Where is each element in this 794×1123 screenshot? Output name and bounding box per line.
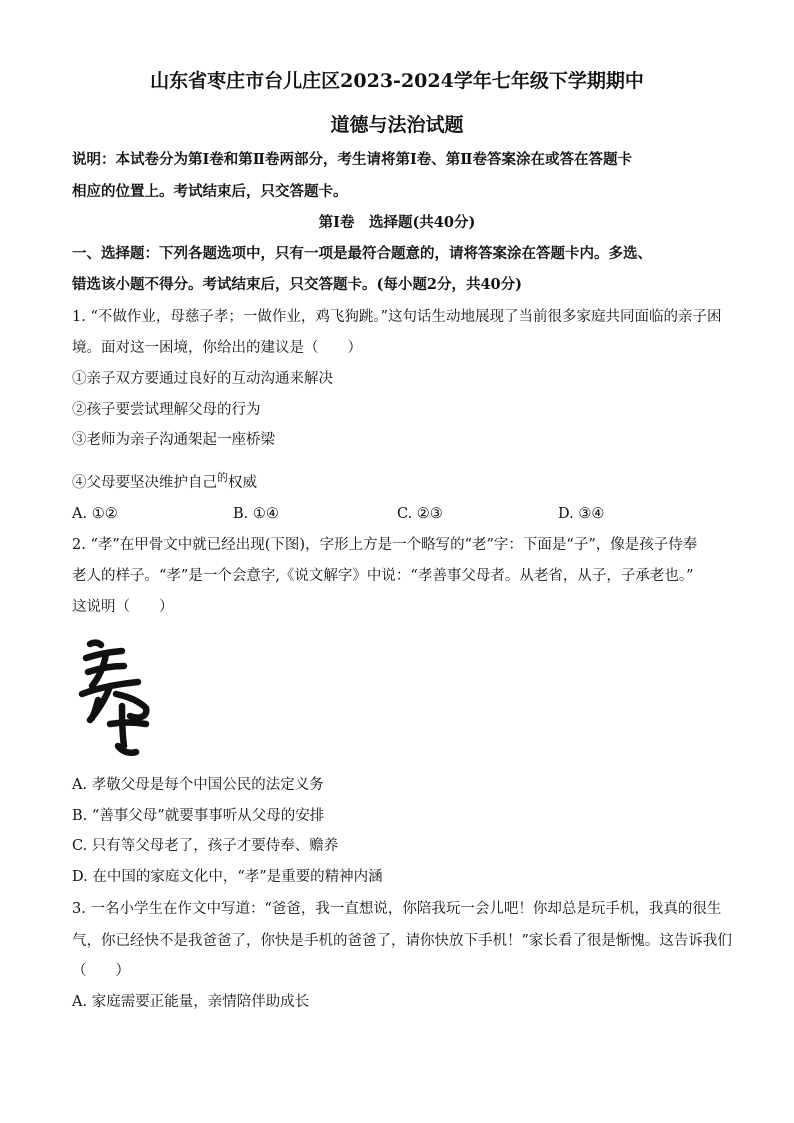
oracle-bone-xiao-glyph-icon	[76, 636, 156, 758]
q2-stem-line-1: 2. “孝”在甲骨文中就已经出现(下图)，字形上方是一个略写的“老”字：下面是“子”，像是孩子侍奉	[72, 537, 698, 553]
q3-stem-line-2: 气，你已经快不是我爸爸了，你快是手机的爸爸了，请你快放下手机！”家长看了很是惭愧。这告诉我们	[72, 933, 732, 949]
q2-option-d: D. 在中国的家庭文化中，“孝”是重要的精神内涵	[72, 869, 383, 885]
q1-item-4	[72, 468, 257, 493]
section-heading: 第Ⅰ卷 选择题(共40分)	[318, 214, 476, 231]
q3-stem-line-1: 3. 一名小学生在作文中写道：“爸爸，我一直想说，你陪我玩一会儿吧！你却总是玩手机，我真的很生	[72, 901, 722, 917]
section-intro-line-1: 一、选择题：下列各题选项中，只有一项是最符合题意的，请将答案涂在答题卡内。多选、	[72, 245, 652, 262]
q2-stem-line-3: 这说明（ ）	[72, 599, 174, 615]
q1-stem-line-1: 1. “不做作业，母慈子孝；一做作业，鸡飞狗跳。”这句话生动地展现了当前很多家庭共同面临的亲子困	[72, 309, 722, 325]
q2-option-c: C. 只有等父母老了，孩子才要侍奉、赡养	[72, 838, 339, 854]
instructions-line-1: 说明：本试卷分为第Ⅰ卷和第Ⅱ卷两部分，考生请将第Ⅰ卷、第Ⅱ卷答案涂在或答在答题卡	[72, 151, 633, 168]
q1-option-a: A. ①②	[72, 506, 118, 522]
q1-item-4-before: ④父母要坚决维护自己	[72, 475, 217, 491]
q2-option-a: A. 孝敬父母是每个中国公民的法定义务	[72, 777, 324, 793]
q3-stem-line-3: （ ）	[72, 963, 130, 979]
instructions-line-2: 相应的位置上。考试结束后，只交答题卡。	[72, 183, 348, 200]
q1-option-b: B. ①④	[233, 506, 279, 522]
q2-stem-line-2: 老人的样子。“孝”是一个会意字,《说文解字》中说：“孝善事父母者。从老省，从子，子承老也。”	[72, 568, 694, 584]
exam-title: 山东省枣庄市台儿庄区2023-2024学年七年级下学期期中	[150, 70, 644, 92]
q1-item-3: ③老师为亲子沟通架起一座桥梁	[72, 432, 275, 448]
exam-subject-title: 道德与法治试题	[330, 114, 464, 136]
q1-option-d: D. ③④	[558, 506, 605, 522]
q1-item-4-sup: 的	[217, 471, 228, 484]
section-intro-line-2: 错选该小题不得分。考试结束后，只交答题卡。(每小题2分，共40分)	[72, 276, 522, 293]
q2-option-b: B. “善事父母”就要事事听从父母的安排	[72, 808, 325, 824]
q3-option-a: A. 家庭需要正能量，亲情陪伴助成长	[72, 994, 310, 1010]
q1-item-4-after: 权威	[228, 475, 257, 491]
q1-item-1: ①亲子双方要通过良好的互动沟通来解决	[72, 371, 333, 387]
q1-item-2: ②孩子要尝试理解父母的行为	[72, 402, 261, 418]
q1-option-c: C. ②③	[397, 506, 443, 522]
q1-stem-line-2: 境。面对这一困境，你给出的建议是（ ）	[72, 340, 362, 356]
